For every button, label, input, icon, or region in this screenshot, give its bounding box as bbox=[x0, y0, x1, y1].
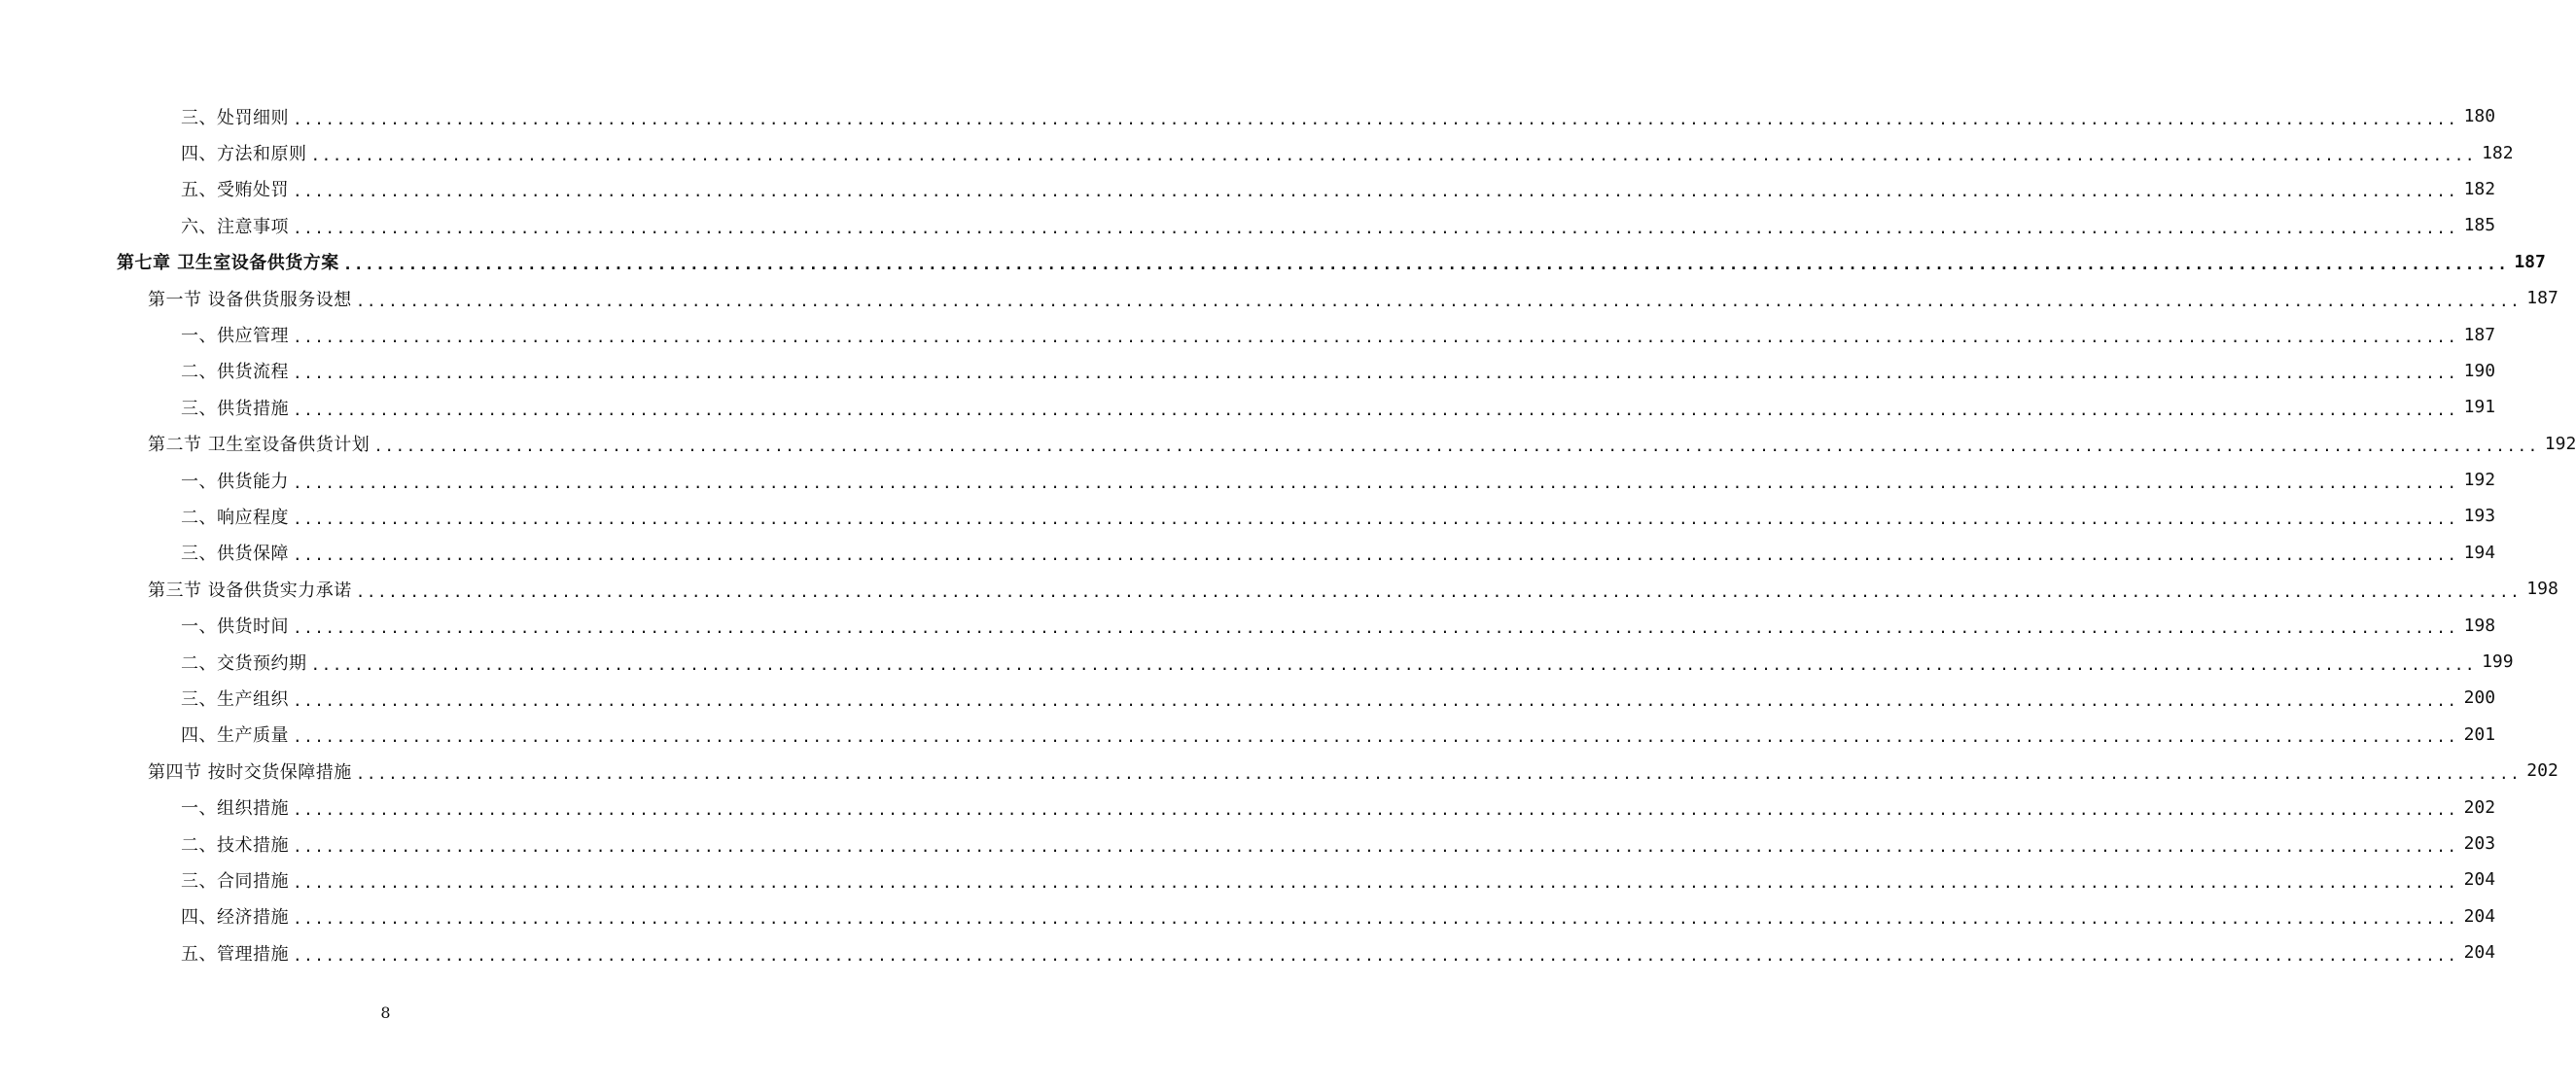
toc-entry-title: 第七章 卫生室设备供货方案 bbox=[117, 253, 339, 274]
toc-entry-page: 202 bbox=[2526, 760, 2558, 782]
toc-entry-page: 204 bbox=[2463, 869, 2496, 891]
toc-entry-page: 187 bbox=[2526, 288, 2558, 309]
toc-entry-page: 199 bbox=[2482, 651, 2514, 673]
toc-entry-page: 187 bbox=[2514, 251, 2546, 272]
toc-entry-title: 四、生产质量 bbox=[181, 725, 289, 747]
toc-dot-leader: ........................................................................................................................................................................................................ bbox=[310, 654, 2477, 674]
toc-entry-title: 六、注意事项 bbox=[181, 216, 289, 237]
toc-item-entry[interactable] bbox=[0, 353, 2496, 389]
toc-entry-page: 180 bbox=[2463, 106, 2496, 127]
toc-entry-page: 198 bbox=[2526, 579, 2558, 600]
toc-item-entry[interactable] bbox=[0, 644, 2514, 680]
toc-dot-leader: ........................................................................................................................................................................................................ bbox=[293, 400, 2458, 419]
toc-item-entry[interactable] bbox=[0, 389, 2496, 425]
toc-dot-leader: ........................................................................................................................................................................................................ bbox=[293, 182, 2458, 201]
table-of-contents bbox=[0, 98, 2576, 970]
toc-entry-page: 204 bbox=[2463, 905, 2496, 927]
toc-entry-page: 190 bbox=[2463, 360, 2496, 381]
toc-entry-page: 182 bbox=[2463, 178, 2496, 199]
toc-entry-page: 191 bbox=[2463, 397, 2496, 418]
toc-dot-leader: ........................................................................................................................................................................................................ bbox=[293, 473, 2458, 492]
toc-entry-title: 三、供货措施 bbox=[181, 398, 289, 419]
toc-dot-leader: ........................................................................................................................................................................................................ bbox=[293, 618, 2458, 638]
toc-item-entry[interactable] bbox=[0, 862, 2496, 897]
toc-entry-title: 一、供应管理 bbox=[181, 326, 289, 347]
toc-dot-leader: ........................................................................................................................................................................................................ bbox=[293, 218, 2458, 237]
toc-item-entry[interactable] bbox=[0, 207, 2496, 243]
toc-dot-leader: ........................................................................................................................................................................................................ bbox=[355, 581, 2522, 601]
toc-item-entry[interactable] bbox=[0, 98, 2496, 134]
toc-entry-title: 第四节 按时交货保障措施 bbox=[148, 761, 352, 783]
toc-entry-page: 192 bbox=[2463, 470, 2496, 491]
toc-entry-page: 182 bbox=[2482, 142, 2514, 163]
toc-dot-leader: ........................................................................................................................................................................................................ bbox=[293, 800, 2458, 820]
toc-entry-page: 198 bbox=[2463, 615, 2496, 636]
toc-entry-title: 一、供货能力 bbox=[181, 471, 289, 492]
toc-dot-leader: ........................................................................................................................................................................................................ bbox=[293, 872, 2458, 892]
toc-item-entry[interactable] bbox=[0, 680, 2496, 716]
toc-dot-leader: ........................................................................................................................................................................................................ bbox=[293, 328, 2458, 347]
toc-item-entry[interactable] bbox=[0, 171, 2496, 207]
toc-dot-leader: ........................................................................................................................................................................................................ bbox=[355, 291, 2522, 310]
toc-dot-leader: ........................................................................................................................................................................................................ bbox=[293, 690, 2458, 710]
toc-section-entry[interactable] bbox=[0, 571, 2558, 607]
page-number: 8 bbox=[380, 1003, 391, 1022]
toc-entry-title: 三、生产组织 bbox=[181, 688, 289, 710]
toc-dot-leader: ........................................................................................................................................................................................................ bbox=[293, 836, 2458, 856]
toc-dot-leader: ........................................................................................................................................................................................................ bbox=[293, 109, 2458, 128]
toc-entry-title: 二、交货预约期 bbox=[181, 652, 307, 674]
toc-entry-title: 第三节 设备供货实力承诺 bbox=[148, 580, 352, 601]
toc-entry-page: 187 bbox=[2463, 324, 2496, 345]
toc-entry-title: 第二节 卫生室设备供货计划 bbox=[148, 435, 371, 456]
toc-entry-title: 三、处罚细则 bbox=[181, 107, 289, 128]
toc-entry-page: 192 bbox=[2544, 433, 2576, 454]
toc-section-entry[interactable] bbox=[0, 753, 2558, 789]
toc-item-entry[interactable] bbox=[0, 134, 2514, 170]
toc-dot-leader: ........................................................................................................................................................................................................ bbox=[293, 727, 2458, 747]
toc-dot-leader: ........................................................................................................................................................................................................ bbox=[342, 255, 2509, 274]
toc-dot-leader: ........................................................................................................................................................................................................ bbox=[310, 146, 2477, 165]
toc-item-entry[interactable] bbox=[0, 898, 2496, 934]
toc-entry-title: 三、合同措施 bbox=[181, 870, 289, 892]
toc-entry-title: 一、供货时间 bbox=[181, 616, 289, 638]
toc-entry-page: 193 bbox=[2463, 506, 2496, 527]
toc-entry-title: 五、管理措施 bbox=[181, 943, 289, 965]
toc-entry-page: 185 bbox=[2463, 215, 2496, 236]
toc-entry-title: 二、供货流程 bbox=[181, 362, 289, 383]
toc-item-entry[interactable] bbox=[0, 498, 2496, 534]
toc-entry-title: 四、方法和原则 bbox=[181, 144, 307, 165]
toc-dot-leader: ........................................................................................................................................................................................................ bbox=[293, 945, 2458, 965]
toc-entry-title: 二、响应程度 bbox=[181, 507, 289, 528]
toc-dot-leader: ........................................................................................................................................................................................................ bbox=[293, 364, 2458, 383]
toc-section-entry[interactable] bbox=[0, 280, 2558, 316]
toc-item-entry[interactable] bbox=[0, 607, 2496, 643]
toc-entry-page: 202 bbox=[2463, 796, 2496, 818]
toc-dot-leader: ........................................................................................................................................................................................................ bbox=[355, 763, 2522, 783]
toc-section-entry[interactable] bbox=[0, 426, 2576, 462]
toc-entry-title: 四、经济措施 bbox=[181, 907, 289, 929]
toc-entry-page: 194 bbox=[2463, 542, 2496, 563]
toc-item-entry[interactable] bbox=[0, 717, 2496, 753]
toc-dot-leader: ........................................................................................................................................................................................................ bbox=[293, 909, 2458, 929]
toc-dot-leader: ........................................................................................................................................................................................................ bbox=[293, 546, 2458, 565]
toc-entry-title: 二、技术措施 bbox=[181, 834, 289, 856]
toc-item-entry[interactable] bbox=[0, 316, 2496, 352]
toc-entry-title: 第一节 设备供货服务设想 bbox=[148, 289, 352, 310]
toc-entry-page: 200 bbox=[2463, 687, 2496, 709]
toc-item-entry[interactable] bbox=[0, 826, 2496, 862]
toc-entry-page: 203 bbox=[2463, 833, 2496, 854]
toc-item-entry[interactable] bbox=[0, 462, 2496, 498]
toc-item-entry[interactable] bbox=[0, 535, 2496, 571]
toc-entry-title: 五、受贿处罚 bbox=[181, 180, 289, 201]
toc-entry-page: 201 bbox=[2463, 723, 2496, 745]
toc-dot-leader: ........................................................................................................................................................................................................ bbox=[293, 509, 2458, 528]
toc-dot-leader: ........................................................................................................................................................................................................ bbox=[373, 437, 2539, 456]
toc-entry-title: 三、供货保障 bbox=[181, 544, 289, 565]
toc-entry-title: 一、组织措施 bbox=[181, 798, 289, 820]
toc-item-entry[interactable] bbox=[0, 934, 2496, 970]
toc-item-entry[interactable] bbox=[0, 789, 2496, 825]
toc-entry-page: 204 bbox=[2463, 942, 2496, 964]
toc-chapter-entry[interactable] bbox=[0, 244, 2546, 280]
